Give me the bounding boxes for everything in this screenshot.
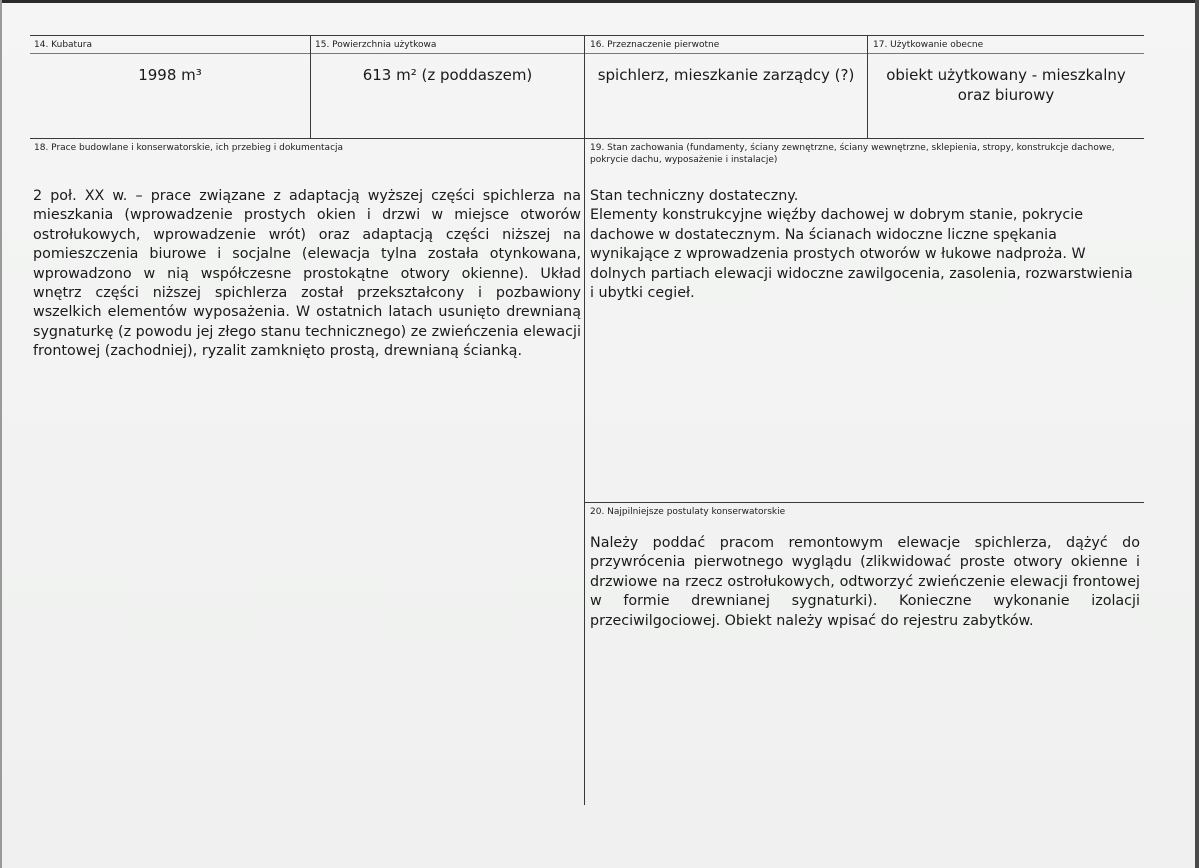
col-divider-1 <box>310 35 311 139</box>
field-14-value: 1998 m³ <box>138 66 202 84</box>
field-16-value: spichlerz, mieszkanie zarządcy (?) <box>597 66 855 84</box>
field-17-label: 17. Użytkowanie obecne <box>873 40 984 50</box>
field-17-value: obiekt użytkowany - mieszkalny oraz biurowy <box>886 66 1126 104</box>
scan-edge-left <box>0 0 2 868</box>
field-19-label: 19. Stan zachowania (fundamenty, ściany zewnętrzne, ściany wewnętrzne, sklepienia, stropy, konstrukcje dachowe, pokrycie dachu, wyposażenie i instalacje) <box>590 143 1115 165</box>
col-divider-2 <box>584 35 585 805</box>
field-18-text <box>33 187 581 362</box>
field-19-text <box>590 187 1140 303</box>
field-19-line1: Stan techniczny dostateczny. <box>590 188 799 204</box>
field-16-label: 16. Przeznaczenie pierwotne <box>590 40 720 50</box>
field-18-label: 18. Prace budowlane i konserwatorskie, ich przebieg i dokumentacja <box>34 143 344 153</box>
row3-top-line <box>584 502 1144 503</box>
field-15-value: 613 m² (z poddaszem) <box>362 66 533 84</box>
field-15-label: 15. Powierzchnia użytkowa <box>315 40 437 50</box>
field-20-text <box>590 534 1140 631</box>
scan-edge-right <box>1195 0 1199 868</box>
row1-top-line <box>30 35 1144 36</box>
field-20-paragraph: Należy poddać pracom remontowym elewacje spichlerza, dążyć do przywrócenia pierwotnego wyglądu (zlikwidować proste otwory okienne i drzwiowe na rzecz ostrołukowych, odtworzyć zwieńczenie elewacji frontowej w formie drewnianej sygnaturki). Konieczne wykonanie izolacji przeciwilgociowej. Obiekt należy wpisać do rejestru zabytków. <box>590 535 1140 629</box>
row2-top-line <box>30 138 1144 139</box>
row1-label-line <box>30 53 1144 54</box>
scan-edge-top <box>0 0 1199 3</box>
field-19-paragraph: Elementy konstrukcyjne więźby dachowej w dobrym stanie, pokrycie dachowe w dostatecznym. Na ścianach widoczne liczne spękania wynikające z wprowadzenia prostych otworów w łukowe nadproża. W dolnych partiach elewacji widoczne zawilgocenia, zasolenia, rozwarstwienia i ubytki cegieł. <box>590 207 1133 302</box>
field-20-label: 20. Najpilniejsze postulaty konserwatorskie <box>590 507 786 517</box>
field-14-label: 14. Kubatura <box>34 40 93 50</box>
field-18-paragraph: 2 poł. XX w. – prace związane z adaptacją wyższej części spichlerza na mieszkania (wprowadzenie prostych okien i drzwi w miejsce otworów ostrołukowych, wprowadzenie wrót) oraz adaptacją części niższej na pomieszczenia biurowe i socjalne (elewacja tylna została otynkowana, wprowadzono w nią współczesne prostokątne otwory okienne). Układ wnętrz części niższej spichlerza został przekształcony i pozbawiony wszelkich elementów wyposażenia. W ostatnich latach usunięto drewnianą sygnaturkę (z powodu jej złego stanu technicznego) ze zwieńczenia elewacji frontowej (zachodniej), ryzalit zamknięto prostą, drewnianą ścianką. <box>33 188 581 360</box>
